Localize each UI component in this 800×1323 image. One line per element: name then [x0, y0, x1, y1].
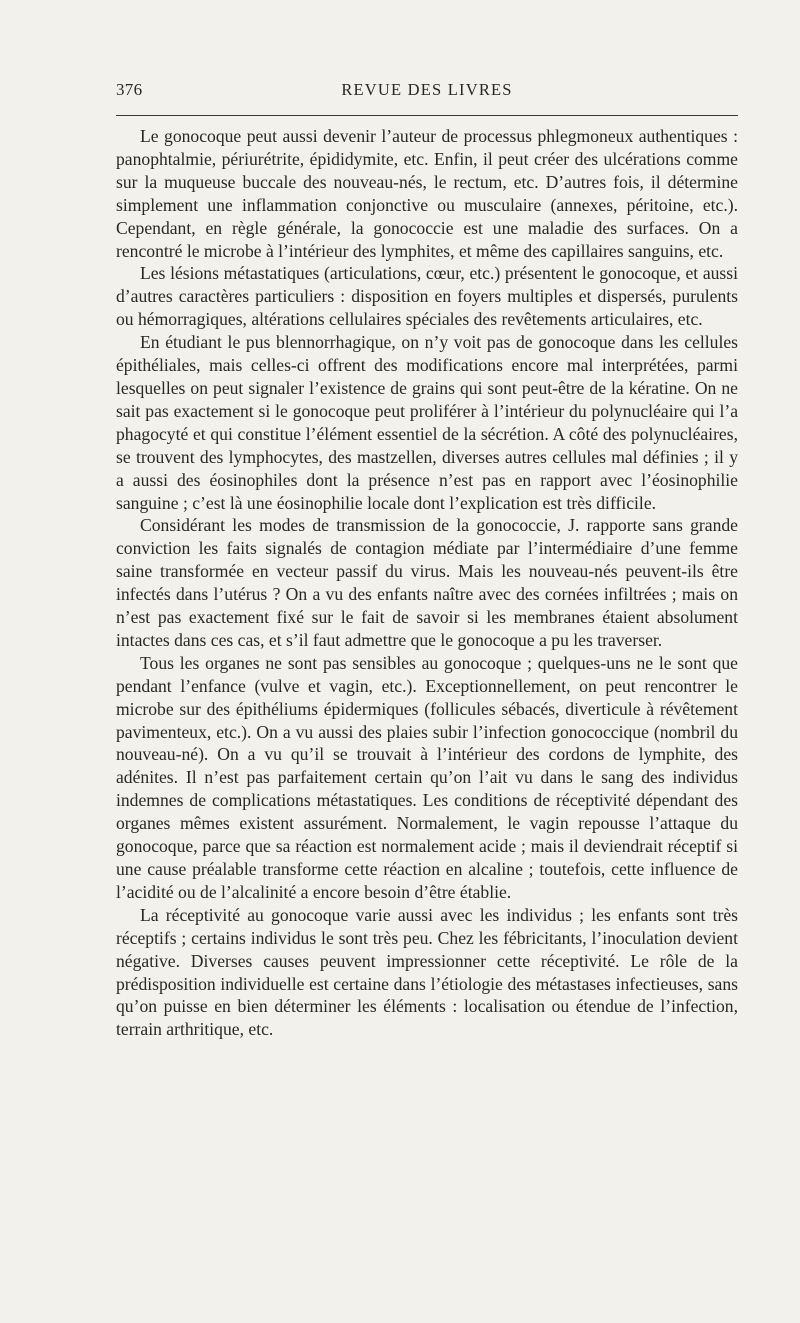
paragraph: Les lésions métastatiques (articulations, cœur, etc.) présentent le gonocoque, et aussi d’autres caractères particuliers : disposition en foyers multiples et dispersés, purulents ou hémorragiques, altérations cellulaires spéciales des revêtements articulaires, etc.: [116, 263, 738, 330]
page-header: [116, 80, 738, 102]
paragraph: La réceptivité au gonocoque varie aussi avec les individus ; les enfants sont très réceptifs ; certains individus le sont très peu. Chez les fébricitants, l’inoculation devient négative. Diverses causes peuvent impressionner cette réceptivité. Le rôle de la prédisposition individuelle est certaine dans l’étiologie des métastases infectieuses, sans qu’on puisse en bien déterminer les éléments : localisation ou étendue de l’infection, terrain arthritique, etc.: [116, 904, 738, 1040]
header-rule: [116, 115, 738, 116]
paragraph: Considérant les modes de transmission de la gonococcie, J. rapporte sans grande conviction les faits signalés de contagion médiate par l’intermédiaire d’une femme saine transformée en vecteur passif du virus. Mais les nouveau-nés peuvent-ils être infectés dans l’utérus ? On a vu des enfants naître avec des cornées infiltrées ; mais on n’est pas exactement fixé sur le fait de savoir si les membranes étaient absolument intactes dans ces cas, et s’il faut admettre que le gonocoque a pu les traverser.: [116, 515, 738, 650]
running-title: REVUE DES LIVRES: [341, 80, 513, 99]
paragraph: En étudiant le pus blennorrhagique, on n’y voit pas de gonocoque dans les cellules épithéliales, mais celles-ci offrent des modifications encore mal interprétées, parmi lesquelles on peut signaler l’existence de grains qui sont peut-être de la kératine. On ne sait pas exactement si le gonocoque peut proliférer à l’intérieur du polynucléaire qui l’a phagocyté et qui constitue l’élément essentiel de la sécrétion. A côté des polynucléaires, se trouvent des lymphocytes, des mastzellen, diverses autres cellules mal définies ; il y a aussi des éosinophiles dont la présence n’est pas en rapport avec l’éosinophilie sanguine ; c’est là une éosinophilie locale dont l’explication est très difficile.: [116, 332, 738, 513]
page-number: 376: [116, 80, 143, 99]
body-text: [116, 125, 738, 1041]
paragraph: Tous les organes ne sont pas sensibles au gonocoque ; quelques-uns ne le sont que pendant l’enfance (vulve et vagin, etc.). Exceptionnellement, on peut rencontrer le microbe sur des épithéliums épidermiques (follicules sébacés, diverticule à révêtement pavimenteux, etc.). On a vu aussi des plaies subir l’infection gonococcique (nombril du nouveau-né). On a vu qu’il se trouvait à l’intérieur des cordons de lymphite, des adénites. Il n’est pas parfaitement certain qu’on l’ait vu dans le sang des individus indemnes de complications métastatiques. Les conditions de réceptivité dépendant des organes mêmes existent assurément. Normalement, le vagin repousse l’attaque du gonocoque, parce que sa réaction est normalement acide ; mais il deviendrait réceptif si une cause préalable transforme cette réaction en alcaline ; toutefois, cette influence de l’acidité ou de l’alcalinité a encore besoin d’être établie.: [116, 652, 738, 902]
paragraph: Le gonocoque peut aussi devenir l’auteur de processus phlegmoneux authentiques : panophtalmie, périurétrite, épididymite, etc. Enfin, il peut créer des ulcérations comme sur la muqueuse buccale des nouveau-nés, le rectum, etc. D’autres fois, il détermine simplement une inflammation conjonctive ou musculaire (annexes, péritoine, etc.). Cependant, en règle générale, la gonococcie est une maladie des surfaces. On a rencontré le microbe à l’intérieur des lymphites, et même des capillaires sanguins, etc.: [116, 126, 738, 261]
